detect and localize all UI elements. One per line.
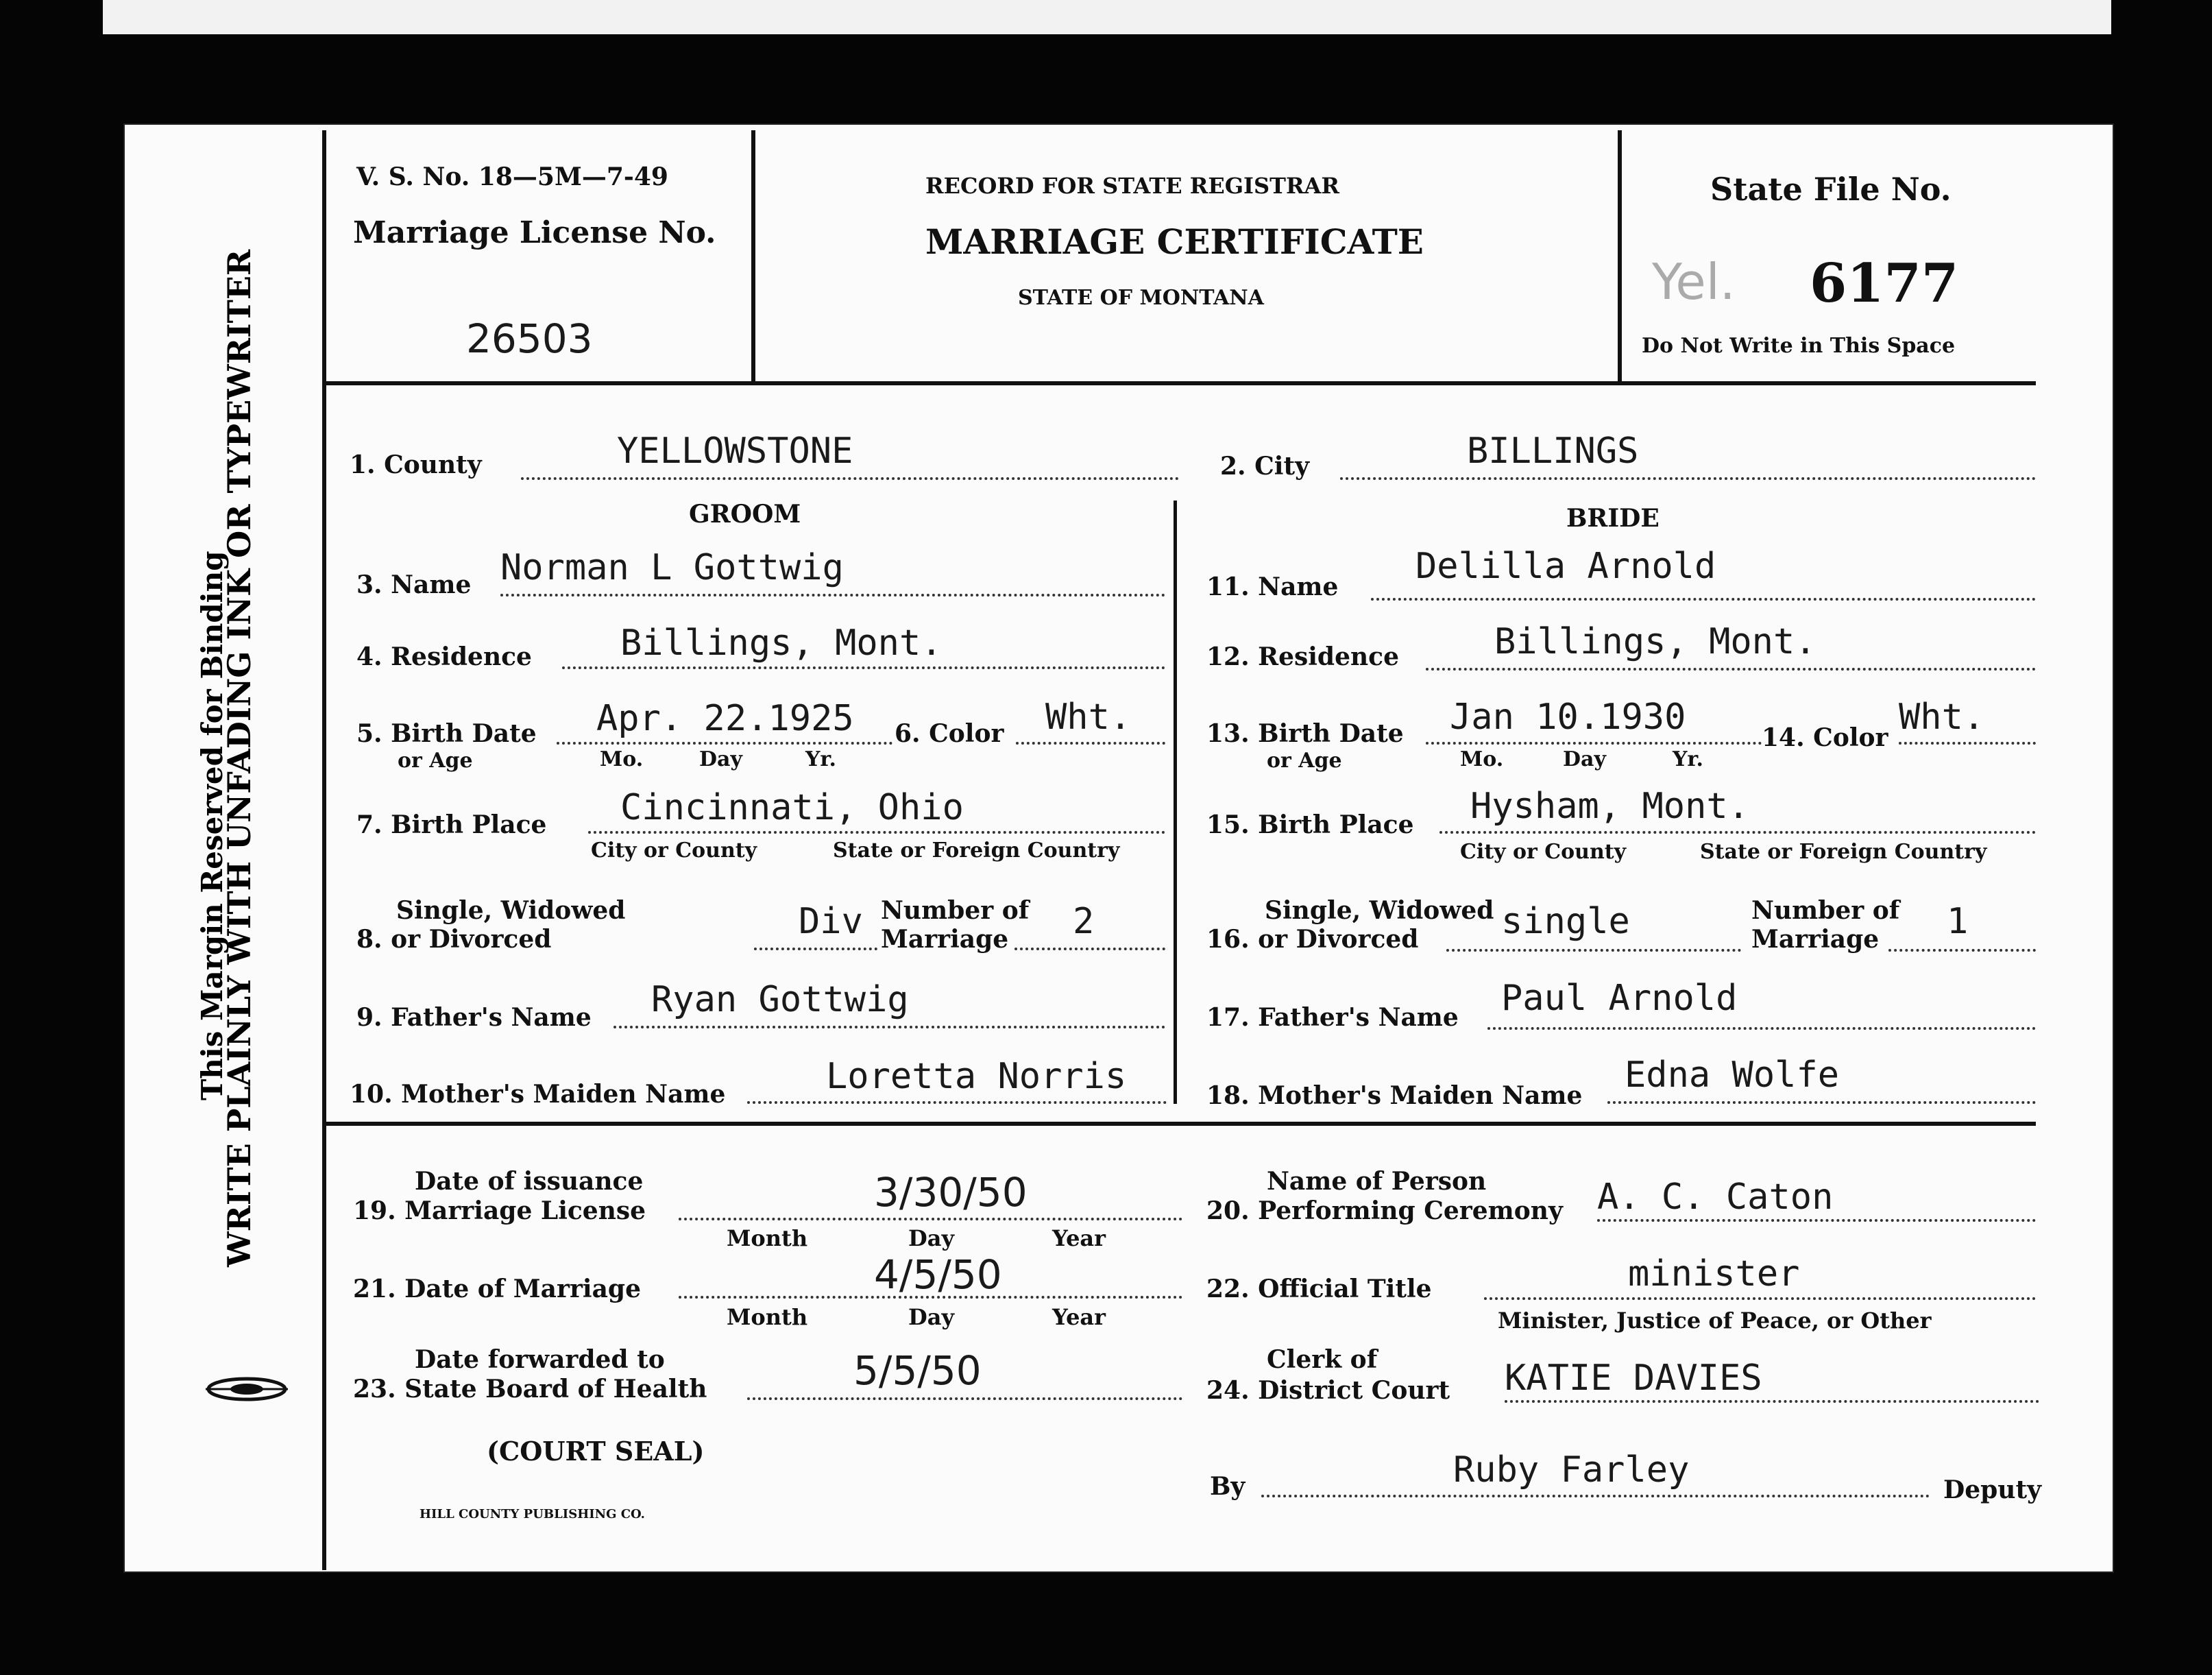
bride-mother-line <box>1607 1101 2036 1104</box>
groom-city-or-county: City or County <box>591 839 757 863</box>
bride-birth-place-line <box>1439 831 2036 834</box>
marriage-date-label: 21. Date of Marriage <box>353 1275 641 1303</box>
issuance-month: Month <box>727 1225 808 1251</box>
header-divider-left <box>751 130 755 384</box>
bride-birth-date-line <box>1426 742 1762 745</box>
groom-color-label: 6. Color <box>895 719 1004 748</box>
groom-state-or-country: State or Foreign Country <box>833 839 1120 863</box>
official-title-value: minister <box>1628 1253 1800 1294</box>
bride-marital-label-2: 16. or Divorced <box>1206 925 1419 954</box>
header-bottom-rule <box>322 381 2036 385</box>
marriage-month: Month <box>727 1304 808 1330</box>
performer-label-1: Name of Person <box>1267 1167 1487 1196</box>
groom-birth-date-value: Apr. 22.1925 <box>596 698 854 739</box>
groom-marriage-num-label-1: Number of <box>881 896 1030 925</box>
issuance-day: Day <box>908 1225 955 1251</box>
bride-heading: BRIDE <box>1566 504 1660 533</box>
performer-line <box>1597 1219 2036 1222</box>
bride-marriage-num-line <box>1888 949 2036 952</box>
groom-marital-label-1: Single, Widowed <box>396 896 626 925</box>
groom-birth-date-label: 5. Birth Date <box>356 719 537 748</box>
deputy-value: Ruby Farley <box>1453 1449 1690 1491</box>
bride-color-value: Wht. <box>1899 697 1985 738</box>
state-file-number: 6177 <box>1810 252 1959 315</box>
bride-marital-value: single <box>1501 901 1630 942</box>
groom-name-label: 3. Name <box>356 570 472 599</box>
groom-bride-divider <box>1174 501 1177 1104</box>
deputy-line <box>1261 1495 1930 1497</box>
ink-note: WRITE PLAINLY WITH UNFADING INK OR TYPEWRITER <box>221 249 258 1267</box>
issuance-year: Year <box>1052 1225 1106 1251</box>
bride-residence-line <box>1426 668 2036 671</box>
groom-name-value: Norman L Gottwig <box>500 547 844 588</box>
groom-or-age: or Age <box>398 749 473 773</box>
city-line <box>1340 477 2036 480</box>
groom-name-line <box>500 594 1165 597</box>
marriage-year: Year <box>1052 1304 1106 1330</box>
marriage-day: Day <box>908 1304 955 1330</box>
license-number: 26503 <box>466 315 593 362</box>
groom-birth-place-value: Cincinnati, Ohio <box>620 787 964 828</box>
state-file-prefix: Yel. <box>1652 253 1736 311</box>
court-seal-label: (COURT SEAL) <box>487 1436 705 1467</box>
bride-father-line <box>1487 1027 2036 1030</box>
issuance-label-1: Date of issuance <box>415 1167 644 1196</box>
groom-marital-label-2: 8. or Divorced <box>356 925 552 954</box>
margin-divider <box>322 130 326 1570</box>
by-label: By <box>1210 1472 1245 1501</box>
bride-marriage-num-label-2: Marriage <box>1751 925 1880 954</box>
bride-birth-place-label: 15. Birth Place <box>1206 810 1414 839</box>
groom-mo: Mo. <box>600 747 644 771</box>
groom-day: Day <box>699 747 742 771</box>
groom-color-line <box>1016 742 1165 745</box>
groom-father-line <box>613 1026 1165 1028</box>
county-value: YELLOWSTONE <box>617 431 853 472</box>
groom-mother-value: Loretta Norris <box>826 1056 1127 1097</box>
groom-birth-date-line <box>557 742 892 745</box>
groom-marriage-num-value: 2 <box>1073 901 1095 942</box>
bride-city-or-county: City or County <box>1460 840 1627 864</box>
groom-marriage-num-label-2: Marriage <box>881 925 1009 954</box>
bride-day: Day <box>1563 747 1606 771</box>
bride-mother-label: 18. Mother's Maiden Name <box>1206 1081 1583 1110</box>
bride-name-label: 11. Name <box>1206 573 1339 601</box>
header-divider-right <box>1618 130 1622 384</box>
groom-mother-label: 10. Mother's Maiden Name <box>350 1080 726 1109</box>
issuance-label-2: 19. Marriage License <box>353 1196 646 1225</box>
groom-birth-place-label: 7. Birth Place <box>356 810 547 839</box>
groom-heading: GROOM <box>689 500 801 529</box>
clerk-label-1: Clerk of <box>1267 1345 1378 1374</box>
groom-residence-label: 4. Residence <box>356 642 532 671</box>
bride-color-line <box>1899 742 2036 745</box>
groom-birth-place-line <box>588 831 1165 834</box>
publisher-logo-icon <box>206 1377 288 1401</box>
bride-father-value: Paul Arnold <box>1501 978 1738 1019</box>
bride-state-or-country: State or Foreign Country <box>1700 840 1987 864</box>
groom-mother-line <box>747 1101 1167 1104</box>
county-line <box>521 477 1179 480</box>
bride-yr: Yr. <box>1673 747 1703 771</box>
performer-label-2: 20. Performing Ceremony <box>1206 1196 1563 1225</box>
bride-or-age: or Age <box>1267 749 1342 773</box>
city-value: BILLINGS <box>1467 431 1639 472</box>
bride-color-label: 14. Color <box>1762 723 1888 752</box>
bride-birth-date-value: Jan 10.1930 <box>1450 697 1686 738</box>
groom-residence-line <box>562 666 1165 669</box>
bride-residence-value: Billings, Mont. <box>1494 621 1816 662</box>
groom-yr: Yr. <box>805 747 836 771</box>
do-not-write-note: Do Not Write in This Space <box>1642 334 1956 358</box>
bride-mo: Mo. <box>1460 747 1504 771</box>
binding-note: This Margin Reserved for Binding <box>195 551 229 1100</box>
groom-marriage-num-line <box>1014 948 1165 950</box>
groom-father-value: Ryan Gottwig <box>651 979 909 1020</box>
bride-name-value: Delilla Arnold <box>1415 546 1716 587</box>
performer-value: A. C. Caton <box>1597 1177 1834 1218</box>
bride-marriage-num-label-1: Number of <box>1751 896 1900 925</box>
issuance-date-value: 3/30/50 <box>874 1169 1028 1216</box>
state-name: STATE OF MONTANA <box>1018 286 1264 310</box>
scan-paper-strip <box>103 0 2111 34</box>
deputy-label: Deputy <box>1943 1475 2042 1504</box>
state-file-label: State File No. <box>1710 171 1952 208</box>
forwarded-label-2: 23. State Board of Health <box>353 1375 707 1403</box>
groom-marital-line <box>754 948 877 950</box>
form-number: V. S. No. 18—5M—7-49 <box>356 162 668 191</box>
publisher-name: HILL COUNTY PUBLISHING CO. <box>420 1507 645 1521</box>
clerk-label-2: 24. District Court <box>1206 1376 1450 1405</box>
certificate-title: MARRIAGE CERTIFICATE <box>925 221 1424 262</box>
forwarded-line <box>747 1397 1182 1400</box>
license-number-label: Marriage License No. <box>353 215 716 250</box>
bride-marital-line <box>1446 949 1741 952</box>
forwarded-label-1: Date forwarded to <box>415 1345 665 1374</box>
bride-marriage-num-value: 1 <box>1947 901 1969 942</box>
groom-residence-value: Billings, Mont. <box>620 623 943 664</box>
bride-father-label: 17. Father's Name <box>1206 1003 1459 1032</box>
section-rule <box>322 1122 2036 1126</box>
bride-residence-label: 12. Residence <box>1206 642 1400 671</box>
official-title-line <box>1484 1297 2036 1300</box>
clerk-value: KATIE DAVIES <box>1505 1358 1762 1399</box>
bride-name-line <box>1371 598 2036 601</box>
clerk-line <box>1505 1400 2039 1403</box>
official-title-hint: Minister, Justice of Peace, or Other <box>1498 1308 1932 1334</box>
bride-birth-place-value: Hysham, Mont. <box>1470 786 1749 827</box>
marriage-date-value: 4/5/50 <box>874 1251 1002 1298</box>
forwarded-date-value: 5/5/50 <box>853 1347 982 1394</box>
groom-marital-value: Div <box>799 901 863 942</box>
county-label: 1. County <box>350 450 482 479</box>
groom-color-value: Wht. <box>1045 697 1132 738</box>
official-title-label: 22. Official Title <box>1206 1275 1432 1303</box>
city-label: 2. City <box>1220 452 1309 481</box>
bride-marital-label-1: Single, Widowed <box>1265 896 1494 925</box>
record-label: RECORD FOR STATE REGISTRAR <box>925 173 1339 199</box>
groom-father-label: 9. Father's Name <box>356 1003 592 1032</box>
bride-mother-value: Edna Wolfe <box>1625 1055 1840 1096</box>
bride-birth-date-label: 13. Birth Date <box>1206 719 1404 748</box>
issuance-line <box>679 1218 1182 1220</box>
